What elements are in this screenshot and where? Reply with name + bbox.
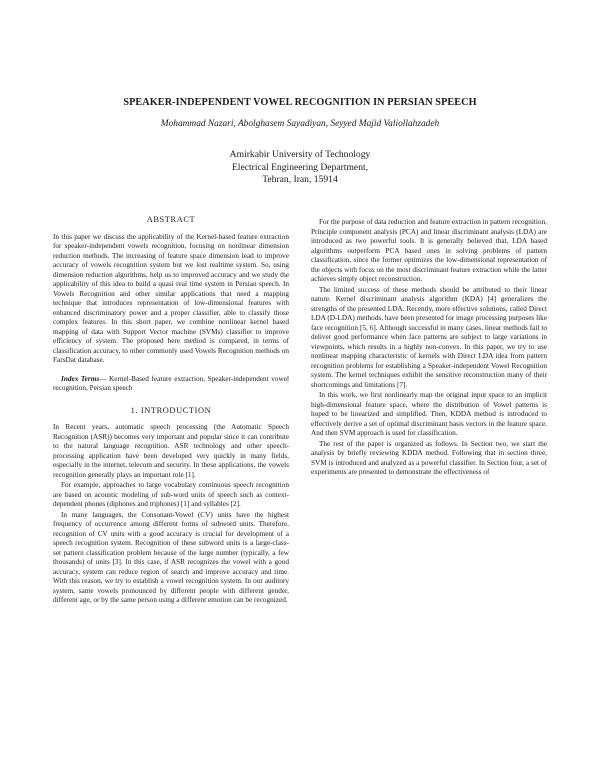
abstract-text: In this paper we discuss the applicability of the Kernel-based feature extraction for speaker-independent vowels recognition, focusing on nonlinear dimension reduction methods. The increasing of feature space dimension lead to improve accuracy of vowels recognition system but we lost realtime system. So, using dimension reduction algorithms, help us to improved accuracy and we study the applicability of this idea to build a quasi real time system in Persian speech. In Vowels Recognition and other similar applications that need a mapping technique that introduces representation of low-dimensional features with enhanced discriminatory power and a proper classifier, able to classify those complex features. In this short paper, we combine nonlinear kernel based mapping of data with Support Vector machine (SVMs) classifier to improve efficiency of system. The proposed here method is compared, in terms of classification accuracy, to other commonly used Vowels Recognition methods on FarsDat database. <box>53 232 289 364</box>
index-terms-text: — Kernel-Based feature extraction, Speaker-independent vowel recognition, Persian speech <box>53 374 289 392</box>
right-column <box>311 218 547 478</box>
intro-paragraph-2: For example, approaches to large vocabulary continuous speech recognition are based on acoustic modeling of sub-word units of speech such as context-dependent phones (diphones and triphones) [1] and syllables [2]. <box>53 481 289 508</box>
intro-paragraph-5: The limited success of these methods should be attributed to their linear nature. Kernel discriminant analysis algorithm (KDA) [4] generalizes the strengths of the presented LDA. Recently, more effective solutions, called Direct LDA (D-LDA) methods, have been presented for image processing purposes like face recognition [5, 6]. Although successful in many cases, linear methods fail to deliver good performance when face patterns are subject to large variations in viewpoints, which results in a highly non-convex. In this paper, we try to use nonlinear mapping characteristic of kernels with Direct LDA idea from pattern recognition problems for establishing a Speaker-independent Vowel Recognition system. The kernel techniques exhibit the sensitive reconstruction many of their shortcomings and limitations [7]. <box>311 285 547 389</box>
index-terms-label: Index Terms <box>61 374 100 383</box>
affiliation-department: Electrical Engineering Department, <box>231 161 369 173</box>
left-column <box>53 215 289 606</box>
intro-paragraph-1: In Recent years, automatic speech processing (the Automatic Speech Recognition (ASR)) becomes very important and popular since it can contribute to the natural language recognition. ASR technology and other speech-processing application have been developed very quickly in many fields, especially in the internet, telecom and security. In these applications, the vowels recognition generally plays an important role [1]. <box>53 423 289 479</box>
introduction-heading: 1. INTRODUCTION <box>130 405 212 415</box>
abstract-heading: ABSTRACT <box>146 215 196 224</box>
affiliation-address: Tehran, Iran, 15914 <box>262 174 338 186</box>
paper-authors: Mohammad Nazari, Abolghasem Sayadiyan, Seyyed Majid Valiollahzadeh <box>160 119 440 129</box>
affiliation <box>0 149 600 187</box>
intro-paragraph-6: In this work, we first nonlinearly map the original input space to an implicit high-dimensional feature space, where the distribution of Vowel patterns is hoped to be linearized and simplified. Then, KDDA method is introduced to effectively derive a set of optimal discriminant basis vectors in the feature space. And then SVM approach is used for classification. <box>311 391 547 437</box>
intro-paragraph-3: In many languages, the Consonant-Vowel (CV) units have the highest frequency of occurrence among different forms of subword units. Therefore, recognition of CV units with a good accuracy is crucial for development of a speech recognition system. Recognition of these subword units is a large-class-set pattern classification problem because of the large number (typically, a few thousands) of units [3]. In this case, if ASR recognizes the vowel with a good accuracy, system can reduce region of search and improve accuracy and time. With this reason, we try to establish a vowel recognition system. In our auditory system, same vowels pronounced by different people with different gender, different age, or by the same person using a different emotion can be recognized. <box>53 510 289 604</box>
paper-title: SPEAKER-INDEPENDENT VOWEL RECOGNITION IN PERSIAN SPEECH <box>123 97 477 108</box>
intro-paragraph-4: For the purpose of data reduction and feature extraction in pattern recognition, Principle component analysis (PCA) and linear discriminant analysis (LDA) are introduced as two powerful tools. It is generally believed that, LDA based algorithms outperform PCA based ones in solving problems of pattern classification, since the former optimizes the low-dimensional representation of the objects with focus on the most discriminant feature extraction while the latter achieves simply object reconstruction. <box>311 218 547 283</box>
index-terms <box>53 375 289 394</box>
affiliation-university: Amirkabir University of Technology <box>229 149 371 160</box>
intro-paragraph-7: The rest of the paper is organized as follows. In Section two, we start the analysis by briefly reviewing KDDA method. Following that in section three, SVM is introduced and analyzed as a powerful classifier. In Section four, a set of experiments are presented to demonstrate the effectiveness of <box>311 439 547 476</box>
